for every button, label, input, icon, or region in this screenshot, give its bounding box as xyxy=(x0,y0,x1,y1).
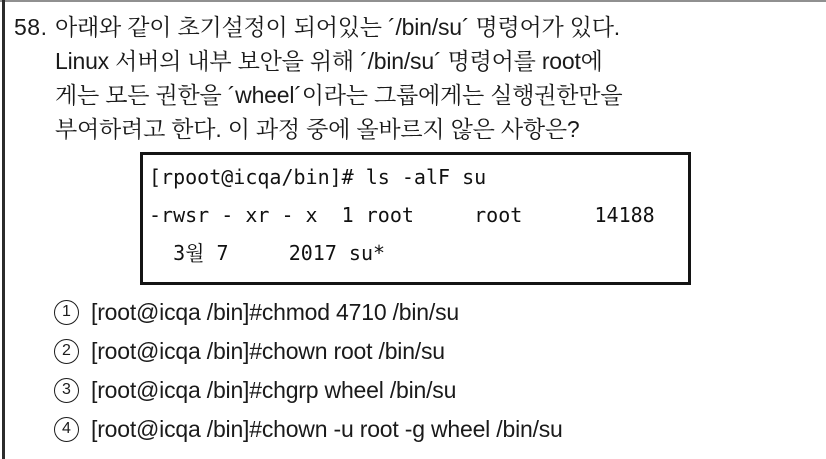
question-block xyxy=(14,10,814,146)
top-divider-rule xyxy=(0,0,826,2)
terminal-output-box xyxy=(140,152,691,285)
option-2[interactable] xyxy=(54,337,563,365)
left-column-rule xyxy=(2,0,5,459)
question-line: 게는 모든 권한을 ´wheel´이라는 그룹에게는 실행권한만을 xyxy=(55,82,623,108)
question-line: Linux 서버의 내부 보안을 위해 ´/bin/su´ 명령어를 root에 xyxy=(55,48,603,74)
terminal-line-permissions: -rwsr - xr - x 1 root root 14188 xyxy=(149,203,655,227)
answer-options-list xyxy=(54,298,563,454)
option-2-number-badge: 2 xyxy=(54,339,79,364)
terminal-line-command: [rpoot@icqa/bin]# ls -alF su xyxy=(149,165,487,189)
option-2-text: [root@icqa /bin]#chown root /bin/su xyxy=(91,337,445,364)
question-text xyxy=(55,10,814,146)
option-3-number-badge: 3 xyxy=(54,378,79,403)
option-4-number-badge: 4 xyxy=(54,417,79,442)
question-number: 58. xyxy=(14,14,48,40)
option-4-text: [root@icqa /bin]#chown -u root -g wheel /bin/su xyxy=(91,415,563,442)
option-1[interactable] xyxy=(54,298,563,326)
option-1-text: [root@icqa /bin]#chmod 4710 /bin/su xyxy=(91,298,459,325)
question-line: 아래와 같이 초기설정이 되어있는 ´/bin/su´ 명령어가 있다. xyxy=(55,14,620,40)
option-1-number-badge: 1 xyxy=(54,300,79,325)
option-3-text: [root@icqa /bin]#chgrp wheel /bin/su xyxy=(91,376,457,403)
option-4[interactable] xyxy=(54,415,563,443)
option-3[interactable] xyxy=(54,376,563,404)
question-line: 부여하려고 한다. 이 과정 중에 올바르지 않은 사항은? xyxy=(55,116,580,142)
terminal-line-date: 3월 7 2017 su* xyxy=(149,241,386,265)
